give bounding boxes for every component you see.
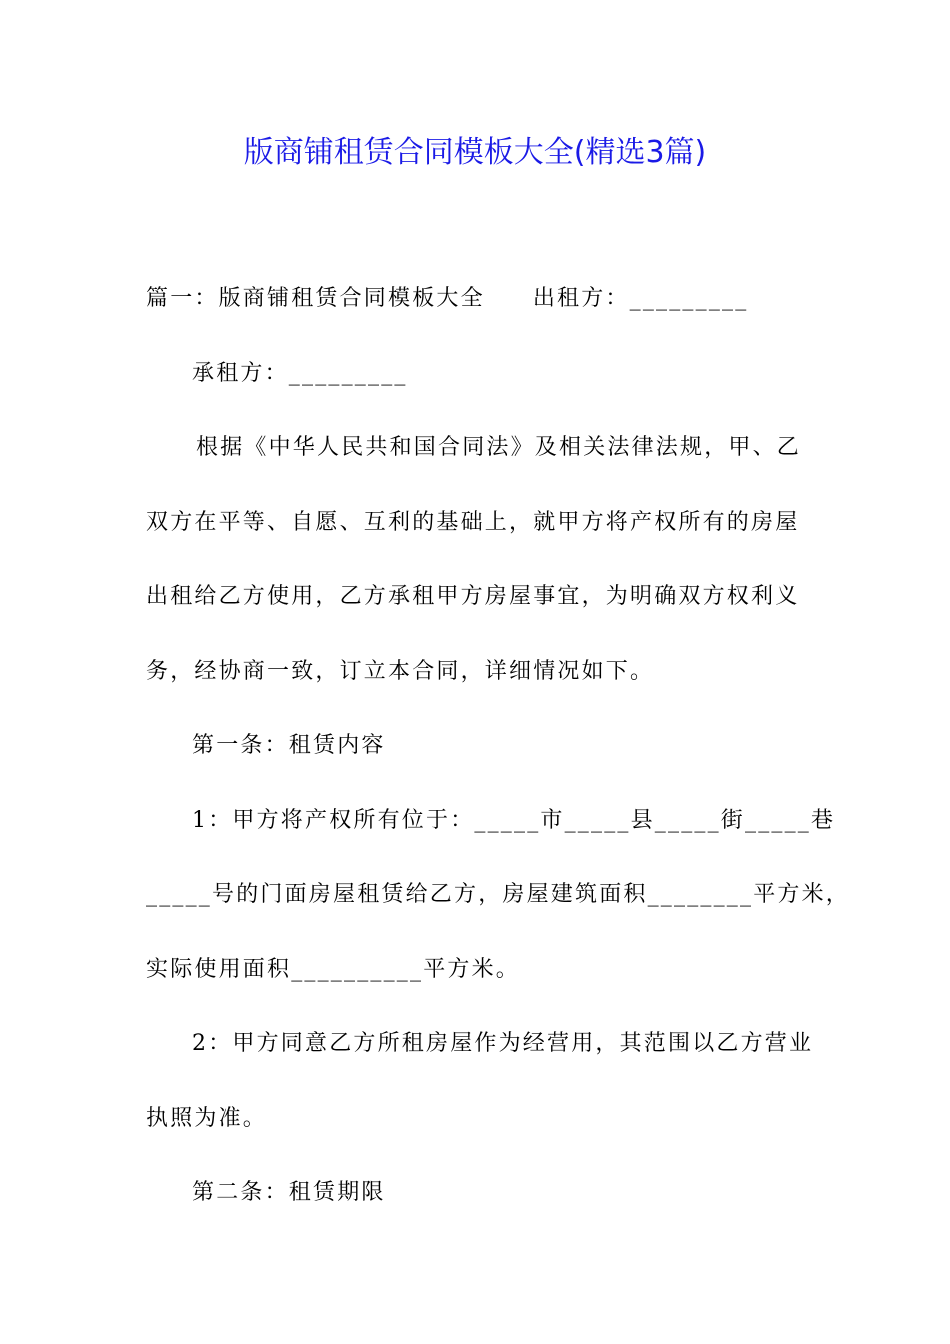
lessor-field: 出租方：_________ [532,286,749,311]
paragraph-line: 务，经协商一致，订立本合同，详细情况如下。 [146,658,655,684]
article-heading: 第一条：租赁内容 [192,733,386,758]
paragraph-line: 执照为准。 [146,1105,268,1131]
paragraph-line: 2：甲方同意乙方所租房屋作为经营用，其范围以乙方营业 [192,1031,814,1056]
paragraph-line: 实际使用面积__________平方米。 [146,956,521,982]
lessee-field: 承租方：_________ [192,360,408,386]
article-heading: 第二条：租赁期限 [192,1180,386,1205]
document-body [146,262,851,1231]
document-title: 版商铺租赁合同模板大全(精选3篇) [243,135,707,170]
paragraph-line: 1：甲方将产权所有位于：_____市_____县_____街_____巷 [192,807,836,833]
paragraph-line: 根据《中华人民共和国合同法》及相关法律法规，甲、乙 [196,435,802,460]
paragraph-line [146,262,810,337]
paragraph-line: _____号的门面房屋租赁给乙方，房屋建筑面积________平方米， [146,882,851,907]
paragraph-line: 双方在平等、自愿、互利的基础上，就甲方将产权所有的房屋 [146,509,800,535]
paragraph-line: 出租给乙方使用，乙方承租甲方房屋事宜，为明确双方权利义 [146,584,800,609]
section-heading: 篇一：版商铺租赁合同模板大全 [146,286,485,311]
